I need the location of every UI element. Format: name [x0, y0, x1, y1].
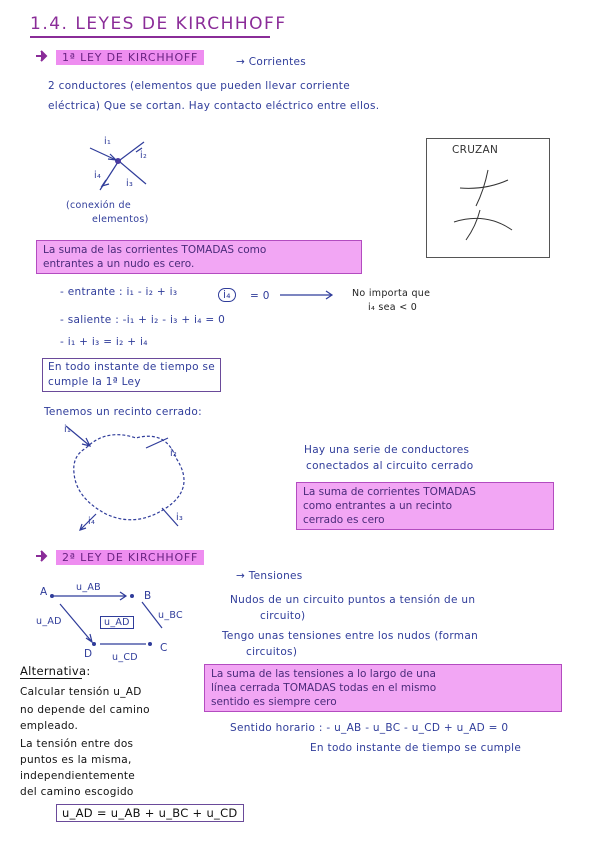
node-A: A: [40, 586, 48, 598]
volt-ucd: u_CD: [112, 652, 138, 663]
eq-entrante: - entrante : i₁ - i₂ + i₃: [60, 286, 178, 298]
node-C: C: [160, 642, 168, 654]
law1-recinto-box: [296, 482, 554, 530]
cruzan-drawing: [436, 160, 546, 250]
eq-sum: - i₁ + i₃ = i₂ + i₄: [60, 336, 148, 348]
box2-line3: cerrado es cero: [303, 514, 385, 526]
law1-intro-line2: eléctrica) Que se cortan. Hay contacto eléctrico entre ellos.: [48, 100, 380, 112]
law2-box-line1: La suma de las tensiones a lo largo de una: [211, 668, 436, 680]
alt-line7: del camino escogido: [20, 786, 134, 798]
circuit-label-i4: i₄: [88, 516, 96, 527]
nudos-line2: circuito): [260, 610, 306, 622]
node-label-i2: i₂: [140, 150, 148, 161]
node-label-i4: i₄: [94, 170, 102, 181]
series-line2: conectados al circuito cerrado: [306, 460, 474, 472]
alt-line5: puntos es la misma,: [20, 754, 132, 766]
series-line1: Hay una serie de conductores: [304, 444, 470, 456]
box2-line2: como entrantes a un recinto: [303, 500, 453, 512]
eq-circled-i4: i₄: [218, 288, 236, 302]
node-B: B: [144, 590, 152, 602]
law1-intro-line1: 2 conductores (elementos que pueden llevar corriente: [48, 80, 350, 92]
tengo-line2: circuitos): [246, 646, 298, 658]
eq-entrante-end: = 0: [250, 290, 270, 302]
law2-statement-box: [204, 664, 562, 712]
circuit-label-i2: i₂: [170, 448, 178, 459]
law1-box-line1: La suma de las corrientes TOMADAS como: [43, 244, 267, 256]
law1-instant-box: [42, 358, 221, 392]
circuit-label-i1: i₁: [64, 424, 72, 435]
law1-statement-box: [36, 240, 362, 274]
law1-box-line2: entrantes a un nudo es cero.: [43, 258, 195, 270]
alt-line4: La tensión entre dos: [20, 738, 134, 750]
box2-line1: La suma de corrientes TOMADAS: [303, 486, 476, 498]
alt-title-underline: [20, 678, 82, 679]
law1-tag: 1ª LEY DE KIRCHHOFF: [56, 50, 204, 65]
sentido-horario-eq: Sentido horario : - u_AB - u_BC - u_CD + u_AD = 0: [230, 722, 509, 734]
alt-title: Alternativa:: [20, 664, 91, 678]
nudos-line1: Nudos de un circuito puntos a tensión de un: [230, 594, 476, 606]
final-equation: u_AD = u_AB + u_BC + u_CD: [62, 806, 238, 820]
alt-line1: Calcular tensión u_AD: [20, 686, 142, 698]
closed-circuit-diagram: [56, 418, 216, 538]
note-line1: No importa que: [352, 288, 431, 299]
volt-uab: u_AB: [76, 582, 101, 593]
instant-line1: En todo instante de tiempo se: [48, 361, 215, 373]
alt-line3: empleado.: [20, 720, 79, 732]
node-caption-line2: elementos): [92, 214, 149, 225]
law2-box-line2: línea cerrada TOMADAS todas en el mismo: [211, 682, 437, 694]
law2-arrow-note: → Tensiones: [236, 570, 303, 582]
instant-line2: cumple la 1ª Ley: [48, 376, 141, 388]
note-arrow: [280, 290, 340, 300]
node-label-i1: i₁: [104, 136, 112, 147]
circuit-label-i3: i₃: [176, 512, 184, 523]
tengo-line1: Tengo unas tensiones entre los nudos (forman: [222, 630, 479, 642]
final-equation-box: [56, 804, 244, 822]
note-line2: i₄ sea < 0: [368, 302, 418, 313]
node-label-i3: i₃: [126, 178, 134, 189]
title-underline: [30, 36, 270, 38]
node-D: D: [84, 648, 93, 660]
alt-line6: independientemente: [20, 770, 136, 782]
volt-uad: u_AD: [36, 616, 62, 627]
node-caption-line1: (conexión de: [66, 200, 132, 211]
page-title: 1.4. LEYES DE KIRCHHOFF: [30, 14, 287, 34]
law2-box-line3: sentido es siempre cero: [211, 696, 337, 708]
volt-ubc: u_BC: [158, 610, 183, 621]
todo-instante: En todo instante de tiempo se cumple: [310, 742, 522, 754]
law1-arrow-note: → Corrientes: [236, 56, 307, 68]
eq-saliente: - saliente : -i₁ + i₂ - i₃ + i₄ = 0: [60, 314, 226, 326]
circuit-intro: Tenemos un recinto cerrado:: [44, 406, 202, 418]
alt-line2: no depende del camino: [20, 704, 150, 716]
law2-tag: 2ª LEY DE KIRCHHOFF: [56, 550, 204, 565]
cruzan-label: CRUZAN: [452, 144, 499, 156]
volt-uad-boxed: u_AD: [100, 616, 134, 629]
